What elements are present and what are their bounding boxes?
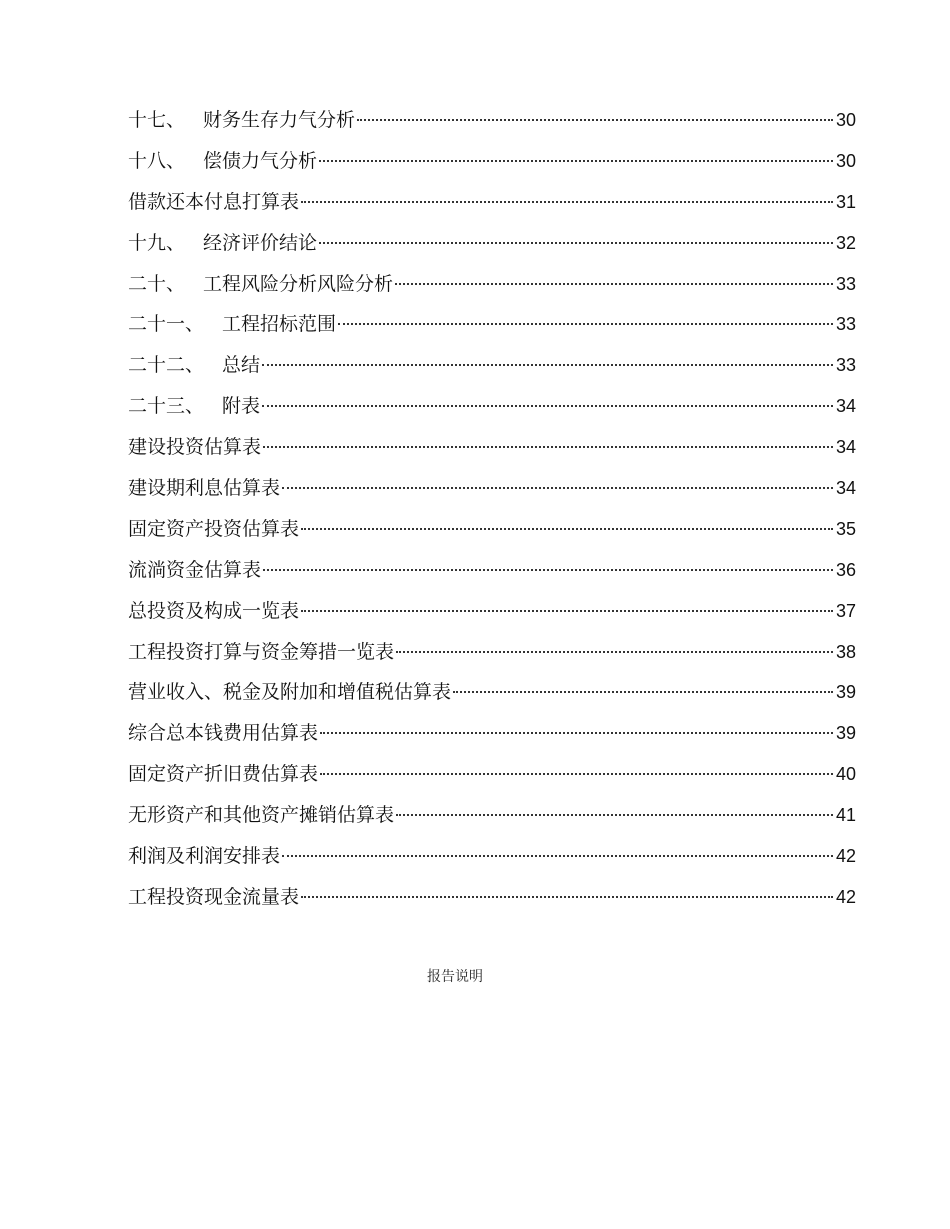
toc-entry-number: 十九、 bbox=[128, 231, 186, 254]
dot-leader bbox=[301, 896, 833, 898]
toc-entry-page: 36 bbox=[835, 559, 856, 580]
toc-entry-title: 附表 bbox=[222, 395, 261, 418]
dot-leader bbox=[319, 160, 833, 162]
toc-entry-page: 35 bbox=[835, 518, 856, 539]
toc-entry-label bbox=[128, 186, 299, 218]
toc-entry[interactable] bbox=[128, 145, 856, 186]
toc-entry[interactable] bbox=[128, 840, 856, 881]
toc-entry-title: 固定资产投资估算表 bbox=[128, 517, 300, 540]
toc-entry-title: 工程风险分析风险分析 bbox=[203, 272, 394, 295]
toc-entry-label bbox=[128, 717, 318, 749]
dot-leader bbox=[396, 651, 833, 653]
toc-entry-label bbox=[128, 431, 261, 463]
toc-entry[interactable] bbox=[128, 186, 856, 227]
toc-entry-title: 总结 bbox=[222, 354, 261, 377]
toc-entry-number: 二十、 bbox=[128, 272, 186, 295]
toc-entry-label bbox=[128, 227, 317, 259]
toc-entry-page: 39 bbox=[835, 723, 856, 744]
dot-leader bbox=[320, 732, 833, 734]
toc-entry-page: 30 bbox=[835, 150, 856, 171]
toc-entry-label bbox=[128, 799, 394, 831]
toc-entry[interactable] bbox=[128, 758, 856, 799]
toc-entry-title: 无形资产和其他资产摊销估算表 bbox=[128, 804, 395, 827]
toc-entry[interactable] bbox=[128, 676, 856, 717]
toc-entry-number: 二十二、 bbox=[128, 354, 205, 377]
toc-entry-number: 十八、 bbox=[128, 149, 186, 172]
dot-leader bbox=[357, 119, 833, 121]
dot-leader bbox=[301, 201, 833, 203]
toc-entry-page: 42 bbox=[835, 886, 856, 907]
toc-entry-title: 工程招标范围 bbox=[222, 313, 337, 336]
toc-entry-title: 综合总本钱费用估算表 bbox=[128, 722, 319, 745]
dot-leader bbox=[301, 528, 833, 530]
toc-entry-page: 37 bbox=[835, 600, 856, 621]
dot-leader bbox=[262, 405, 833, 407]
toc-entry-title: 流淌资金估算表 bbox=[128, 558, 262, 581]
toc-entry-title: 工程投资打算与资金筹措一览表 bbox=[128, 640, 395, 663]
toc-entry-number: 二十一、 bbox=[128, 313, 205, 336]
dot-leader bbox=[396, 814, 833, 816]
toc-entry[interactable] bbox=[128, 390, 856, 431]
dot-leader bbox=[338, 323, 833, 325]
toc-entry-page: 34 bbox=[835, 396, 856, 417]
toc-entry-label bbox=[128, 513, 299, 545]
toc-entry-label bbox=[128, 308, 336, 340]
toc-entry-page: 34 bbox=[835, 478, 856, 499]
toc-entry-page: 38 bbox=[835, 641, 856, 662]
toc-entry-page: 30 bbox=[835, 110, 856, 130]
toc-entry-page: 40 bbox=[835, 764, 856, 785]
toc-entry-title: 借款还本付息打算表 bbox=[128, 190, 300, 213]
dot-leader bbox=[453, 691, 833, 693]
toc-entry-page: 33 bbox=[835, 355, 856, 376]
toc-entry[interactable] bbox=[128, 881, 856, 922]
toc-entry-page: 39 bbox=[835, 682, 856, 703]
toc-entry-title: 总投资及构成一览表 bbox=[128, 599, 300, 622]
toc-entry-title: 营业收入、税金及附加和增值税估算表 bbox=[128, 681, 452, 704]
toc-entry-title: 建设期利息估算表 bbox=[128, 477, 281, 500]
toc-entry-number: 二十三、 bbox=[128, 395, 205, 418]
toc-entry-label bbox=[128, 554, 261, 586]
toc-entry-label bbox=[128, 676, 451, 708]
toc-entry-title: 利润及利润安排表 bbox=[128, 845, 281, 868]
toc-entry[interactable] bbox=[128, 513, 856, 554]
toc-entry[interactable] bbox=[128, 717, 856, 758]
dot-leader bbox=[301, 610, 833, 612]
toc-entry-title: 建设投资估算表 bbox=[128, 436, 262, 459]
toc-entry[interactable] bbox=[128, 308, 856, 349]
dot-leader bbox=[319, 242, 833, 244]
toc-entry-page: 41 bbox=[835, 805, 856, 826]
toc-entry[interactable] bbox=[128, 472, 856, 513]
toc-entry-label bbox=[128, 145, 317, 177]
table-of-contents bbox=[128, 104, 856, 922]
toc-entry-page: 33 bbox=[835, 273, 856, 294]
toc-entry-page: 33 bbox=[835, 314, 856, 335]
dot-leader bbox=[395, 283, 833, 285]
toc-entry[interactable] bbox=[128, 799, 856, 840]
dot-leader bbox=[282, 855, 833, 857]
dot-leader bbox=[282, 487, 833, 489]
toc-entry[interactable] bbox=[128, 554, 856, 595]
toc-entry[interactable] bbox=[128, 268, 856, 309]
toc-entry[interactable] bbox=[128, 227, 856, 268]
toc-entry-label bbox=[128, 758, 318, 790]
toc-entry-page: 32 bbox=[835, 232, 856, 253]
dot-leader bbox=[262, 364, 833, 366]
toc-entry[interactable] bbox=[128, 104, 856, 145]
toc-entry-label bbox=[128, 390, 260, 422]
toc-entry-label bbox=[128, 636, 394, 668]
toc-entry-label bbox=[128, 472, 280, 504]
toc-entry-title: 工程投资现金流量表 bbox=[128, 885, 300, 908]
dot-leader bbox=[263, 446, 833, 448]
footer-label: 报告说明 bbox=[427, 969, 483, 985]
toc-entry-label bbox=[128, 840, 280, 872]
toc-entry-label bbox=[128, 881, 299, 913]
toc-entry-title: 偿债力气分析 bbox=[203, 149, 318, 172]
toc-entry[interactable] bbox=[128, 595, 856, 636]
toc-entry-page: 31 bbox=[835, 191, 856, 212]
toc-entry-title: 财务生存力气分析 bbox=[203, 109, 356, 131]
toc-entry-label bbox=[128, 595, 299, 627]
toc-entry[interactable] bbox=[128, 636, 856, 677]
dot-leader bbox=[320, 773, 833, 775]
toc-entry-title: 固定资产折旧费估算表 bbox=[128, 763, 319, 786]
toc-entry-title: 经济评价结论 bbox=[203, 231, 318, 254]
dot-leader bbox=[263, 569, 833, 571]
toc-entry[interactable] bbox=[128, 431, 856, 472]
toc-entry[interactable] bbox=[128, 349, 856, 390]
toc-entry-page: 34 bbox=[835, 437, 856, 458]
toc-entry-label bbox=[128, 349, 260, 381]
toc-entry-number: 十七、 bbox=[128, 109, 186, 131]
toc-entry-page: 42 bbox=[835, 846, 856, 867]
toc-entry-label bbox=[128, 268, 393, 300]
toc-entry-label bbox=[128, 104, 355, 136]
